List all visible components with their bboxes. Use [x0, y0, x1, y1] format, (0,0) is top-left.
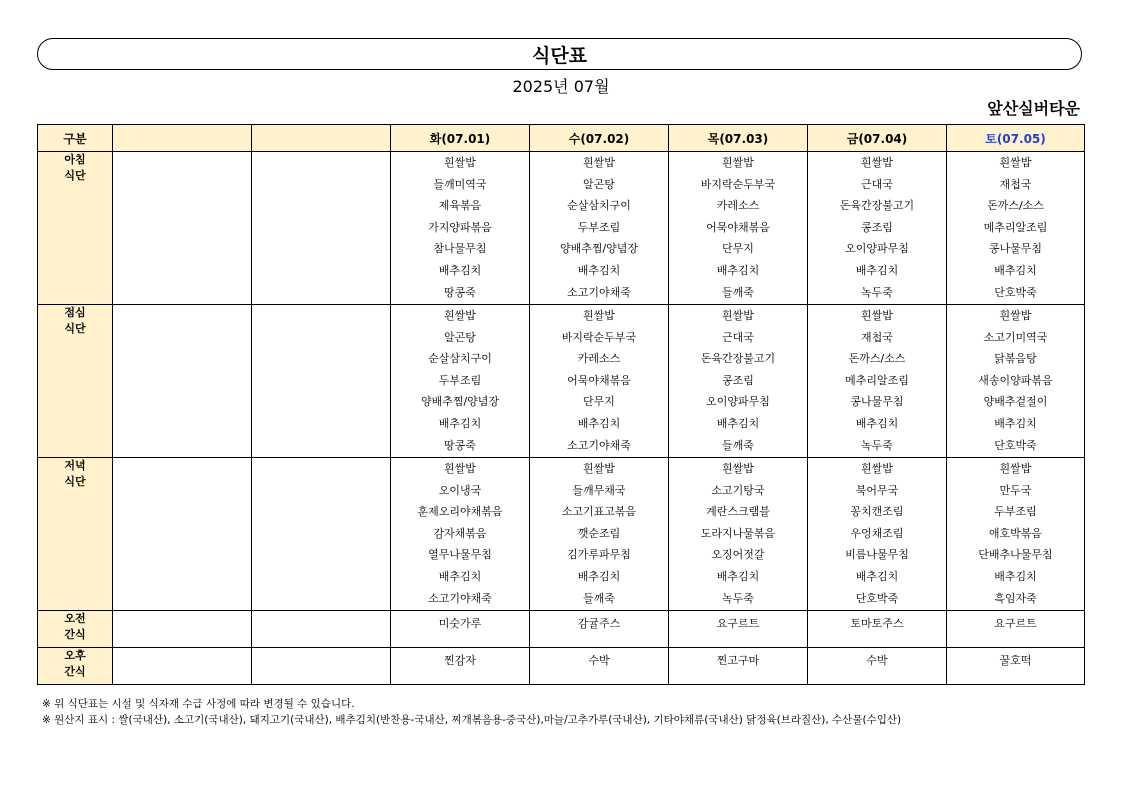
menu-item: 꽁치캔조림 — [850, 505, 904, 519]
menu-item: 알곤탕 — [583, 177, 615, 191]
menu-item: 녹두죽 — [861, 438, 893, 452]
blank-header — [252, 125, 391, 152]
menu-item: 근대국 — [722, 330, 754, 344]
menu-item: 카레소스 — [577, 352, 621, 366]
snack-cell — [808, 611, 947, 648]
day-menu-cell — [808, 305, 947, 458]
menu-item: 들깨죽 — [583, 591, 615, 605]
menu-item: 두부조림 — [994, 505, 1037, 519]
snack-cell — [530, 648, 669, 685]
menu-item: 소고기야채죽 — [567, 285, 631, 299]
menu-item: 돈육간장불고기 — [839, 199, 915, 213]
menu-item: 우엉채조림 — [850, 526, 904, 540]
menu-item: 배추김치 — [716, 569, 760, 583]
snack-cell — [530, 611, 669, 648]
menu-item: 배추김치 — [716, 263, 760, 277]
menu-item: 배추김치 — [577, 569, 621, 583]
menu-item: 소고기야채죽 — [567, 438, 631, 452]
menu-item: 양배추찜/양념장 — [559, 242, 639, 256]
day-menu-cell — [808, 458, 947, 611]
snack-item: 요구르트 — [716, 617, 760, 630]
day-menu-cell — [530, 458, 669, 611]
menu-item: 들깨죽 — [722, 438, 754, 452]
row-label — [38, 611, 113, 648]
menu-item: 흰쌀밥 — [583, 309, 615, 322]
menu-item: 흰쌀밥 — [583, 156, 615, 169]
menu-item: 흰쌀밥 — [999, 156, 1032, 169]
menu-item: 배추김치 — [855, 569, 899, 583]
snack-cell — [391, 611, 530, 648]
menu-item: 바지락순두부국 — [700, 177, 776, 191]
menu-item: 흰쌀밥 — [444, 309, 476, 322]
menu-item: 만두국 — [999, 483, 1032, 497]
menu-item: 콩조림 — [722, 373, 754, 387]
menu-item: 흰쌀밥 — [722, 156, 754, 169]
row-label-line: 식단 — [64, 475, 86, 488]
menu-item: 배추김치 — [438, 416, 482, 430]
day-menu-cell — [391, 152, 530, 305]
note-line: ※ 원산지 표시 : 쌀(국내산), 소고기(국내산), 돼지고기(국내산), 배추김치(반찬용-국내산, 찌개볶음용-중국산),마늘/고추가루(국내산), 기타야채류(국내산) 닭정육(브라질산), 수산물(수입산) — [42, 714, 902, 726]
snack-item: 찐고구마 — [716, 654, 760, 667]
row-label — [38, 648, 113, 685]
menu-item: 배추김치 — [438, 263, 482, 277]
row-label-line: 오전 — [64, 612, 86, 625]
menu-item: 재첩국 — [861, 330, 893, 344]
menu-item: 배추김치 — [994, 416, 1037, 430]
blank-cell — [252, 305, 391, 458]
menu-item: 단호박죽 — [855, 591, 899, 605]
menu-item: 재첩국 — [999, 177, 1032, 191]
day-menu-cell — [947, 305, 1085, 458]
row-label-line: 식단 — [64, 169, 86, 182]
menu-item: 돈육간장불고기 — [700, 352, 776, 366]
menu-item: 순살삼치구이 — [428, 352, 492, 366]
menu-item: 깻순조림 — [577, 526, 621, 540]
menu-item: 땅콩죽 — [444, 285, 476, 299]
menu-item: 흰쌀밥 — [444, 156, 476, 169]
blank-cell — [252, 611, 391, 648]
menu-item: 단호박죽 — [994, 438, 1037, 452]
menu-item: 알곤탕 — [444, 330, 476, 344]
menu-item: 배추김치 — [855, 416, 899, 430]
snack-item: 수박 — [588, 654, 610, 667]
menu-item: 비름나물무침 — [845, 548, 909, 562]
day-menu-cell — [530, 152, 669, 305]
meal-row — [38, 458, 1085, 611]
snack-item: 요구르트 — [994, 617, 1037, 630]
menu-item: 메추리알조림 — [845, 373, 909, 387]
menu-item: 카레소스 — [716, 199, 760, 213]
snack-item: 토마토주스 — [850, 617, 904, 630]
day-menu-cell — [669, 152, 808, 305]
menu-item: 배추김치 — [577, 416, 621, 430]
menu-item: 땅콩죽 — [444, 438, 476, 452]
menu-item: 열무나물무침 — [428, 548, 492, 562]
snack-cell — [947, 611, 1085, 648]
header-row — [38, 125, 1085, 152]
row-label-line: 점심 — [64, 306, 86, 319]
row-label-line: 오후 — [64, 649, 86, 662]
blank-cell — [113, 648, 252, 685]
menu-item: 흰쌀밥 — [722, 462, 754, 475]
notes — [42, 696, 901, 728]
menu-item: 메추리알조림 — [983, 220, 1048, 234]
menu-item: 단무지 — [583, 395, 615, 409]
blank-cell — [113, 152, 252, 305]
menu-item: 훈제오리야채볶음 — [417, 505, 503, 519]
menu-item: 배추김치 — [438, 569, 482, 583]
day-header: 목(07.03) — [669, 125, 808, 152]
menu-title: 식단표 — [37, 38, 1082, 70]
menu-item: 소고기탕국 — [711, 483, 765, 497]
snack-item: 꿀호떡 — [999, 654, 1032, 667]
snack-cell — [947, 648, 1085, 685]
menu-item: 두부조림 — [577, 220, 621, 234]
menu-item: 들깨죽 — [722, 285, 754, 299]
menu-item: 오이냉국 — [438, 483, 482, 497]
menu-item: 돈까스/소스 — [987, 199, 1044, 213]
day-menu-cell — [947, 458, 1085, 611]
menu-item: 계란스크램블 — [706, 505, 770, 519]
menu-item: 단호박죽 — [994, 285, 1037, 299]
blank-cell — [252, 458, 391, 611]
menu-item: 녹두죽 — [861, 285, 893, 299]
menu-item: 돈까스/소스 — [848, 352, 906, 366]
day-menu-cell — [808, 152, 947, 305]
menu-item: 애호박볶음 — [988, 526, 1043, 540]
menu-item: 콩조림 — [861, 220, 893, 234]
snack-row — [38, 648, 1085, 685]
blank-header — [113, 125, 252, 152]
menu-item: 두부조림 — [438, 373, 482, 387]
day-header: 금(07.04) — [808, 125, 947, 152]
row-label-line: 간식 — [64, 665, 86, 678]
menu-item: 흰쌀밥 — [861, 309, 893, 322]
menu-item: 들깨미역국 — [433, 177, 487, 191]
menu-item: 도라지나물볶음 — [700, 526, 776, 540]
snack-item: 찐감자 — [444, 654, 476, 667]
menu-item: 양배추겉절이 — [983, 395, 1048, 409]
row-label-line: 저녁 — [64, 459, 86, 472]
menu-item: 배추김치 — [994, 569, 1037, 583]
menu-item: 제육볶음 — [438, 199, 482, 213]
snack-cell — [391, 648, 530, 685]
menu-item: 흰쌀밥 — [583, 462, 615, 475]
menu-item: 오징어젓갈 — [711, 548, 765, 562]
row-label-line: 아침 — [64, 153, 86, 166]
menu-table — [37, 124, 1085, 685]
day-menu-cell — [947, 152, 1085, 305]
menu-item: 흰쌀밥 — [999, 309, 1032, 322]
menu-item: 소고기야채죽 — [428, 591, 492, 605]
menu-item: 참나물무침 — [433, 242, 487, 256]
menu-period: 2025년 07월 — [512, 77, 610, 96]
menu-item: 소고기미역국 — [983, 330, 1048, 344]
blank-cell — [113, 458, 252, 611]
blank-cell — [252, 152, 391, 305]
menu-item: 배추김치 — [994, 263, 1037, 277]
snack-item: 감귤주스 — [577, 617, 621, 630]
menu-item: 닭볶음탕 — [994, 352, 1037, 366]
blank-cell — [252, 648, 391, 685]
menu-item: 소고기표고볶음 — [561, 505, 637, 519]
menu-item: 배추김치 — [577, 263, 621, 277]
menu-item: 오이양파무침 — [845, 242, 909, 256]
menu-item: 순살삼치구이 — [567, 199, 631, 213]
snack-cell — [669, 648, 808, 685]
day-header: 수(07.02) — [530, 125, 669, 152]
menu-item: 어묵야채볶음 — [706, 220, 770, 234]
menu-item: 가지양파볶음 — [428, 220, 492, 234]
menu-item: 김가루파무침 — [567, 548, 631, 562]
day-menu-cell — [669, 305, 808, 458]
menu-item: 흰쌀밥 — [999, 462, 1032, 475]
day-header: 화(07.01) — [391, 125, 530, 152]
row-label — [38, 458, 113, 611]
meal-row — [38, 152, 1085, 305]
menu-item: 단무지 — [722, 242, 754, 256]
category-header: 구분 — [38, 125, 113, 152]
note-line: ※ 위 식단표는 시설 및 식자재 수급 사정에 따라 변경될 수 있습니다. — [42, 698, 355, 710]
menu-item: 흰쌀밥 — [444, 462, 476, 475]
row-label-line: 식단 — [64, 322, 86, 335]
snack-item: 수박 — [866, 654, 888, 667]
menu-item: 흑임자죽 — [994, 591, 1037, 605]
menu-item: 배추김치 — [855, 263, 899, 277]
blank-cell — [113, 305, 252, 458]
row-label — [38, 152, 113, 305]
menu-item: 바지락순두부국 — [561, 330, 637, 344]
menu-item: 콩나물무침 — [988, 242, 1043, 256]
row-label-line: 간식 — [64, 628, 86, 641]
facility-name: 앞산실버타운 — [987, 99, 1080, 118]
day-menu-cell — [391, 458, 530, 611]
menu-item: 양배추찜/양념장 — [420, 395, 500, 409]
day-menu-cell — [530, 305, 669, 458]
snack-cell — [808, 648, 947, 685]
blank-cell — [113, 611, 252, 648]
snack-row — [38, 611, 1085, 648]
day-menu-cell — [391, 305, 530, 458]
menu-item: 흰쌀밥 — [722, 309, 754, 322]
menu-item: 흰쌀밥 — [861, 156, 893, 169]
menu-item: 근대국 — [861, 177, 893, 191]
snack-cell — [669, 611, 808, 648]
menu-item: 녹두죽 — [722, 591, 754, 605]
menu-item: 감자채볶음 — [433, 526, 487, 540]
snack-item: 미숫가루 — [438, 617, 482, 630]
day-menu-cell — [669, 458, 808, 611]
meal-row — [38, 305, 1085, 458]
menu-item: 오이양파무침 — [706, 395, 770, 409]
menu-item: 콩나물무침 — [850, 395, 904, 409]
menu-item: 북어무국 — [855, 483, 899, 497]
menu-item: 배추김치 — [716, 416, 760, 430]
menu-item: 흰쌀밥 — [861, 462, 893, 475]
day-header-saturday: 토(07.05) — [947, 125, 1085, 152]
row-label — [38, 305, 113, 458]
menu-item: 어묵야채볶음 — [567, 373, 631, 387]
menu-item: 새송이양파볶음 — [978, 373, 1053, 387]
menu-item: 들깨무채국 — [572, 483, 626, 497]
menu-item: 단배추나물무침 — [978, 548, 1053, 562]
